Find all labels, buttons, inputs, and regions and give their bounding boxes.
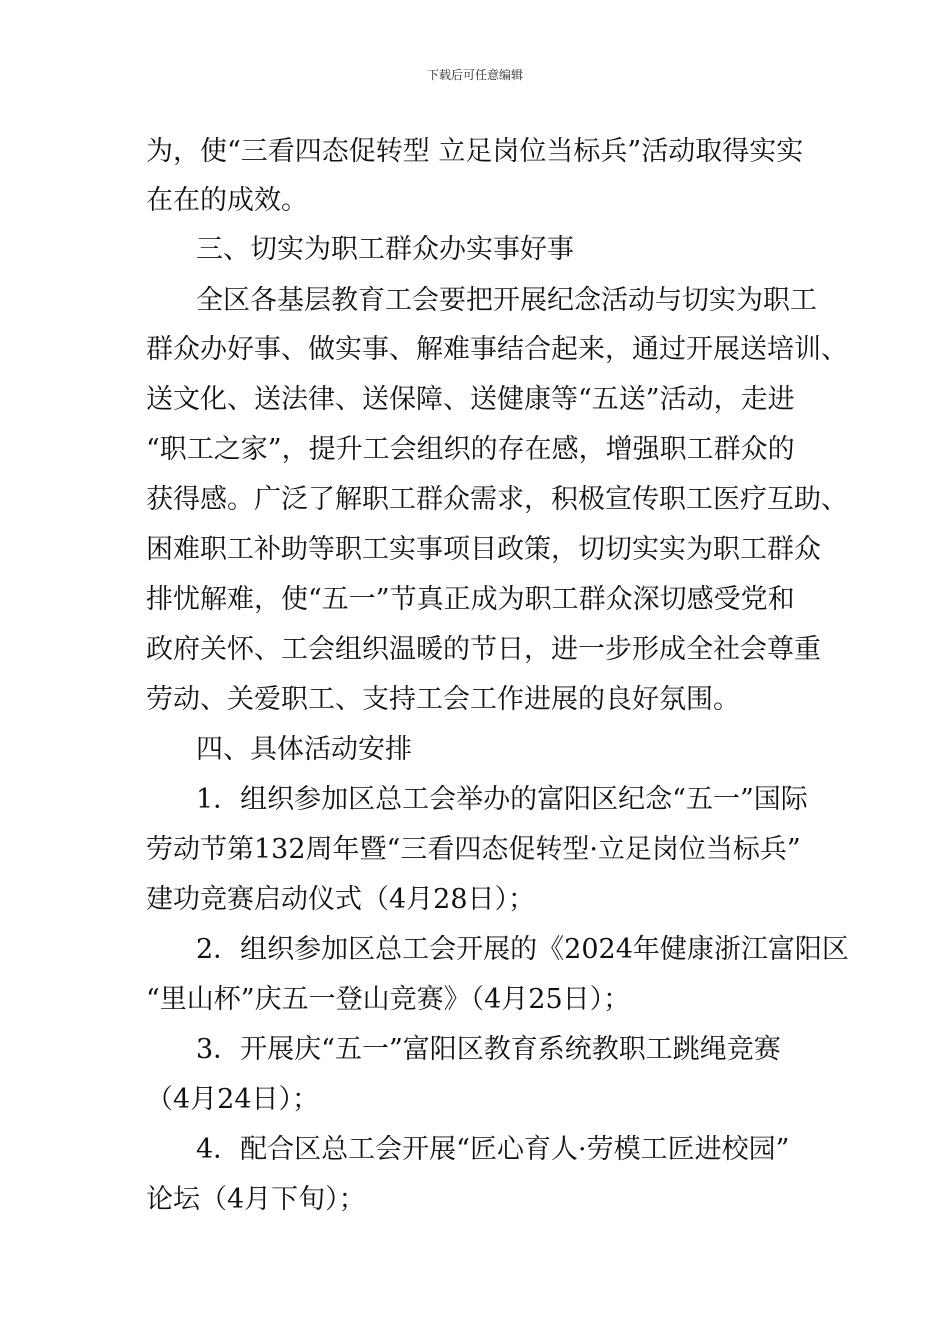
list-item-line: “里山杯”庆五一登山竞赛》（4月25日）； [146,984,631,1015]
list-item-line: 论坛（4月下旬）； [146,1184,366,1215]
list-item-line: （4月24日）； [146,1084,320,1115]
list-item-line: 劳动节第132周年暨“三看四态促转型·立足岗位当标兵” [146,834,801,865]
paragraph-line: 为，使“三看四态促转型 立足岗位当标兵”活动取得实实 [146,136,804,167]
paragraph-line: 在在的成效。 [146,185,308,216]
paragraph-line: 劳动、关爱职工、支持工会工作进展的良好氛围。 [146,684,740,715]
list-item-line: 4．配合区总工会开展“匠心育人·劳模工匠进校园” [196,1134,790,1165]
list-item-line: 1．组织参加区总工会举办的富阳区纪念“五一”国际 [196,784,808,815]
list-item-line: 2．组织参加区总工会开展的《2024年健康浙江富阳区 [196,934,849,965]
paragraph-line: 困难职工补助等职工实事项目政策，切切实实为职工群众 [146,534,821,565]
paragraph-line: 获得感。广泛了解职工群众需求，积极宣传职工医疗互助、 [146,484,848,515]
paragraph-line: 群众办好事、做实事、解难事结合起来，通过开展送培训、 [146,334,848,365]
list-item-line: 建功竞赛启动仪式（4月28日）； [146,884,536,915]
paragraph-line: “职工之家”，提升工会组织的存在感，增强职工群众的 [146,434,795,465]
list-item-line: 3．开展庆“五一”富阳区教育系统教职工跳绳竞赛 [196,1034,781,1065]
section-heading: 四、具体活动安排 [196,734,412,765]
paragraph-line: 送文化、送法律、送保障、送健康等“五送”活动，走进 [146,384,795,415]
paragraph-line: 政府关怀、工会组织温暖的节日，进一步形成全社会尊重 [146,634,821,665]
header-note: 下载后可任意编辑 [426,68,523,82]
paragraph-line: 排忧解难，使“五一”节真正成为职工群众深切感受党和 [146,584,795,615]
section-heading: 三、切实为职工群众办实事好事 [196,234,574,265]
paragraph-line: 全区各基层教育工会要把开展纪念活动与切实为职工 [196,285,817,316]
